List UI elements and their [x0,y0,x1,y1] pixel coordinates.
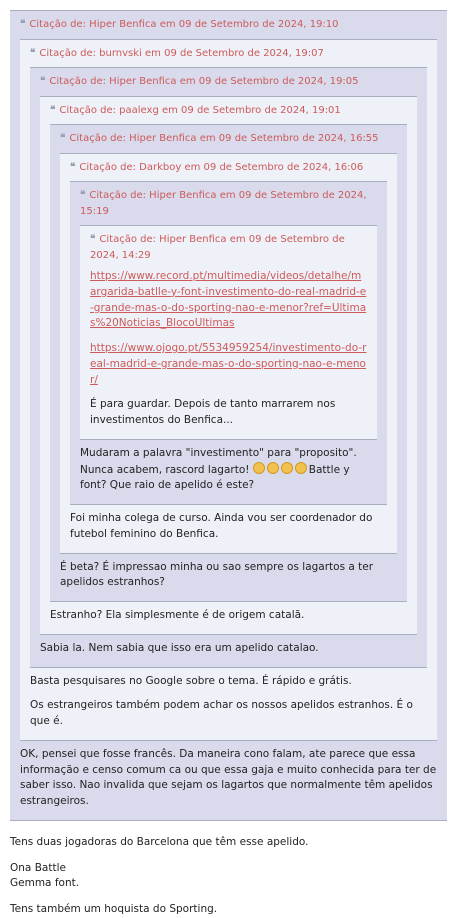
quote-body [90,269,367,429]
post-text: Tens também um hoquista do Sporting. [10,903,218,915]
quote-text: Basta pesquisares no Google sobre o tema. É rápido e grátis. [30,674,352,687]
quote-text: Sabia la. Nem sabia que isso era um apelido catalao. [40,641,319,654]
quote-text: É para guardar. Depois de tanto marrarem nos investimentos do Benfica... [90,398,336,426]
quote-block-6 [60,153,397,554]
quote-citation-link[interactable]: ❝ Citação de: Hiper Benfica em 09 de Setembro de 2024, 19:10 [20,19,339,30]
laughing-emoji-icon [295,462,307,474]
quote-icon: ❝ [60,133,66,144]
quote-icon: ❝ [50,104,56,116]
record-link[interactable]: https://www.record.pt/multimedia/videos/detalhe/margarida-batlle-y-font-investimento-do-real-madrid-e-grande-mas-o-do-sporting-nao-e-menor?ref=Ultimas%20Noticias_BlocoUltimas [90,270,367,330]
quote-text: Estranho? Ela simplesmente é de origem catalã. [50,609,305,621]
quote-icon: ❝ [40,76,46,87]
quote-citation-link[interactable]: ❝ Citação de: Darkboy em 09 de Setembro de 2024, 16:06 [70,161,364,173]
laughing-emoji-icon [281,462,293,474]
quote-text: Mudaram a palavra "investimento" para "proposito". Nunca acabem, rascord lagarto! Battle y font? Que raio de apelido é este? [80,446,357,492]
forum-post [0,10,457,915]
quote-citation-link[interactable]: ❝ Citação de: Hiper Benfica em 09 de Setembro de 2024, 16:55 [60,133,379,144]
quote-block-1 [10,10,447,821]
quote-icon: ❝ [20,19,26,30]
quote-body [20,747,437,810]
quote-body [80,446,377,494]
quote-citation-link[interactable]: ❝ Citação de: Hiper Benfica em 09 de Setembro de 2024, 19:05 [40,76,359,87]
quote-citation-link[interactable]: ❝ Citação de: burnvski em 09 de Setembro de 2024, 19:07 [30,47,324,59]
quote-block-3 [30,67,427,668]
quote-text: É beta? É impressao minha ou sao sempre os lagartos a ter apelidos estranhos? [60,560,374,589]
quote-body [30,674,427,730]
quote-block-4 [40,96,417,635]
quote-body [50,608,407,624]
ojogo-link[interactable]: https://www.ojogo.pt/5534959254/investimento-do-real-madrid-e-grande-mas-o-do-sporting-nao-e-menor/ [90,342,367,386]
quote-citation-link[interactable]: ❝ Citação de: Hiper Benfica em 09 de Setembro de 2024, 15:19 [80,190,367,217]
quote-block-8 [80,225,377,440]
quote-icon: ❝ [70,161,76,173]
quote-icon: ❝ [30,47,36,59]
laughing-emoji-icon [253,462,265,474]
quote-citation-link[interactable]: ❝ Citação de: Hiper Benfica em 09 de Setembro de 2024, 14:29 [90,234,345,261]
laughing-emoji-icon [267,462,279,474]
quote-body [60,560,397,592]
quote-body [40,641,417,657]
quote-block-2 [20,39,437,741]
quote-text: Os estrangeiros também podem achar os nossos apelidos estranhos. É o que é. [30,699,413,727]
quote-block-7 [70,181,387,505]
quote-icon: ❝ [80,190,86,201]
post-body [10,835,447,918]
post-text: Ona Battle Gemma font. [10,861,80,890]
quote-icon: ❝ [90,234,96,245]
quote-text: OK, pensei que fosse francês. Da maneira cono falam, ate parece que essa informação e censo comum ca ou que essa gaja e muito conhecida para ter de saber isso. Nao invalida que sejam os lagartos que normalmente têm apelidos estrangeiros. [20,747,437,807]
quote-citation-link[interactable]: ❝ Citação de: paalexg em 09 de Setembro de 2024, 19:01 [50,104,341,116]
post-text: Tens duas jogadoras do Barcelona que têm esse apelido. [10,835,309,848]
quote-body [70,511,387,543]
quote-text: Foi minha colega de curso. Ainda vou ser coordenador do futebol feminino do Benfica. [70,512,373,540]
quote-block-5 [50,124,407,602]
